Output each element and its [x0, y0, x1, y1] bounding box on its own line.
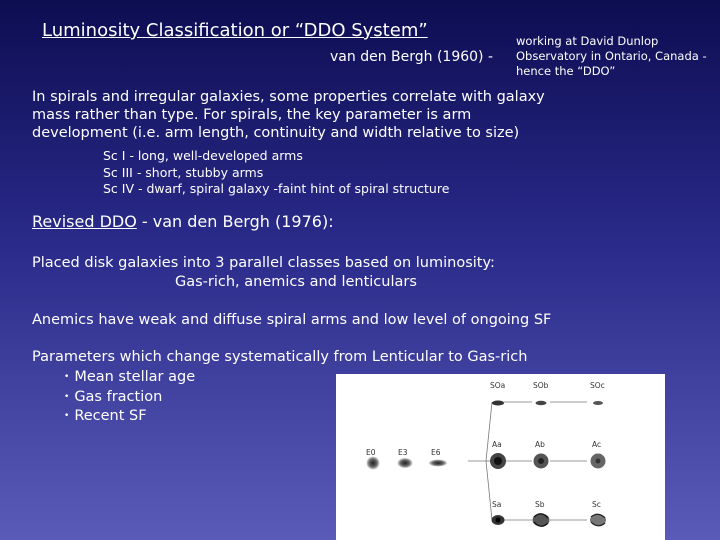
bullet-icon: •: [64, 411, 70, 421]
sc-class-item: Sc III - short, stubby arms: [103, 164, 264, 180]
label-ab: Ab: [535, 440, 545, 449]
revised-heading-text: - van den Bergh (1976):: [136, 212, 334, 231]
anemics-paragraph: Anemics have weak and diffuse spiral arms and low level of ongoing SF: [32, 312, 552, 328]
label-e3: E3: [398, 448, 408, 457]
parallel-classes-names: Gas-rich, anemics and lenticulars: [175, 274, 417, 290]
parameters-paragraph: Parameters which change systematically from Lenticular to Gas-rich: [32, 349, 528, 365]
bullet-icon: •: [64, 391, 70, 402]
bullet-text: Mean stellar age: [74, 369, 196, 385]
intro-line: mass rather than type. For spirals, the key parameter is arm: [32, 107, 472, 123]
galaxy-s0a: [492, 401, 504, 406]
bullet-text: Recent SF: [74, 408, 147, 424]
label-e6: E6: [431, 448, 441, 457]
label-sc: Sc: [592, 500, 601, 509]
bullet-text: Gas fraction: [74, 388, 163, 405]
fork-lines: [468, 402, 587, 520]
parallel-classes-paragraph: [32, 254, 495, 292]
label-sa: Sa: [492, 500, 502, 509]
label-s0b: SOb: [533, 381, 549, 390]
subtitle: van den Bergh (1960) -: [330, 49, 494, 65]
parallel-classes-line: Placed disk galaxies into 3 parallel classes based on luminosity:: [32, 255, 495, 271]
bullet-item: [64, 368, 195, 388]
bullet-icon: •: [64, 372, 70, 382]
galaxy-e0: [367, 457, 380, 470]
revised-ddo-link[interactable]: Revised DDO: [32, 212, 137, 231]
label-aa: Aa: [492, 440, 502, 449]
sc-class-item: Sc IV - dwarf, spiral galaxy -faint hint of spiral structure: [103, 181, 450, 196]
sc-class-item: Sc I - long, well-developed arms: [103, 148, 303, 163]
label-s0a: SOa: [490, 381, 506, 390]
ddo-diagram: [336, 374, 665, 540]
revised-heading: [32, 212, 334, 231]
galaxy-s0c: [593, 401, 603, 405]
sc-class-list: [103, 148, 449, 198]
slide-title: Luminosity Classification or “DDO System”: [42, 20, 428, 41]
ddo-classification-figure: [336, 374, 665, 540]
intro-line: In spirals and irregular galaxies, some properties correlate with galaxy: [32, 89, 545, 105]
intro-line: development (i.e. arm length, continuity and width relative to size): [32, 125, 520, 141]
ddo-note: working at David Dunlop Observatory in Ontario, Canada - hence the “DDO”: [516, 34, 707, 78]
parameter-bullets: [64, 368, 195, 427]
label-sb: Sb: [535, 500, 545, 509]
galaxy-e3: [398, 458, 413, 468]
galaxy-s0b: [536, 401, 547, 405]
intro-paragraph: [32, 88, 545, 142]
bullet-item: [64, 407, 195, 427]
galaxy-e6: [429, 460, 447, 467]
label-ac: Ac: [592, 440, 602, 449]
label-e0: E0: [366, 448, 376, 457]
bullet-item: [64, 388, 195, 408]
label-s0c: SOc: [590, 381, 605, 390]
